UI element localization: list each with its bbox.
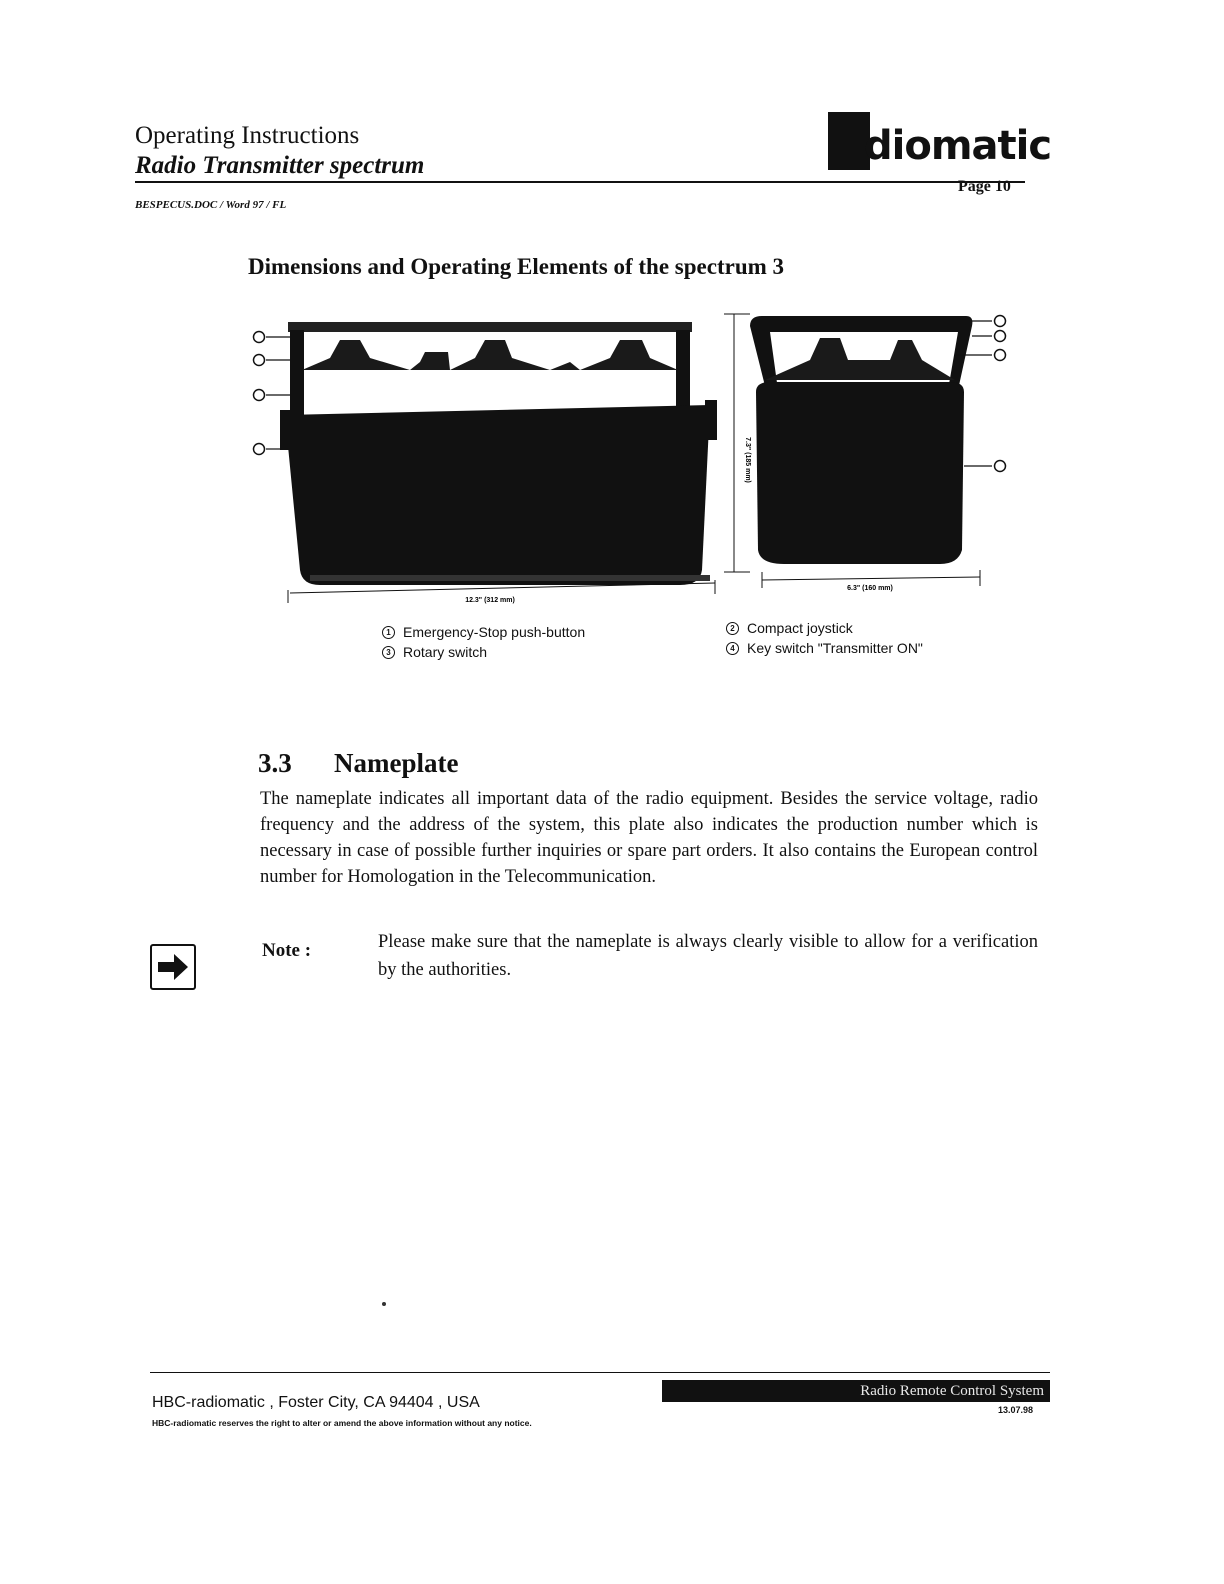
legend-item — [382, 622, 585, 642]
legend-number: 1 — [382, 626, 395, 639]
doc-info: BESPECUS.DOC / Word 97 / FL — [135, 199, 287, 211]
legend-label: Compact joystick — [747, 620, 853, 636]
section-number: 3.3 — [258, 748, 292, 778]
legend-item — [382, 642, 585, 662]
legend-item — [726, 618, 923, 638]
legend-item — [726, 638, 923, 658]
note-label: Note : — [262, 940, 312, 961]
legend-label: Rotary switch — [403, 644, 488, 660]
legend-number: 2 — [726, 622, 739, 635]
width-dimension-label: 12.3" (312 mm) — [465, 597, 515, 604]
height-dimension-label: 7.3" (185 mm) — [744, 437, 751, 483]
legend-label: Key switch "Transmitter ON" — [747, 640, 923, 656]
legend-column-left — [382, 622, 585, 662]
transmitter-diagram — [250, 300, 1010, 610]
header-rule — [135, 181, 1025, 183]
company-logo — [828, 112, 1052, 172]
legend-column-right — [726, 618, 923, 658]
arrow-right-icon — [150, 944, 196, 990]
document-title: Operating Instructions — [135, 122, 360, 149]
page-number: Page 10 — [958, 178, 1011, 195]
section-body: The nameplate indicates all important data of the radio equipment. Besides the service voltage, radio frequency and the address of the system, this plate also indicates the production number which is necessary in case of possible further inquiries or spare part orders. It also contains the European control number for Homologation in the Telecommunication. — [260, 789, 1038, 887]
figure-title: Dimensions and Operating Elements of the spectrum 3 — [248, 254, 785, 279]
side-view — [750, 316, 1006, 593]
logo-text: diomatic — [864, 123, 1052, 169]
section-title: Nameplate — [334, 748, 459, 778]
legend-number: 4 — [726, 642, 739, 655]
footer-date: 13.07.98 — [998, 1405, 1034, 1415]
footer-notice: HBC-radiomatic reserves the right to alter or amend the above information without any notice. — [152, 1418, 532, 1428]
legend-number: 3 — [382, 646, 395, 659]
legend-label: Emergency-Stop push-button — [403, 624, 586, 640]
depth-dimension-label: 6.3" (160 mm) — [847, 585, 893, 592]
front-view — [254, 322, 718, 604]
note-text: Please make sure that the nameplate is always clearly visible to allow for a verification by the authorities. — [378, 932, 1038, 980]
scan-speck — [382, 1302, 386, 1306]
footer-company: HBC-radiomatic , Foster City, CA 94404 , USA — [152, 1394, 480, 1411]
footer-rule — [150, 1372, 1050, 1373]
height-dimension — [724, 314, 751, 572]
footer-banner: Radio Remote Control System — [662, 1380, 1050, 1402]
document-subtitle: Radio Transmitter spectrum — [135, 152, 425, 179]
